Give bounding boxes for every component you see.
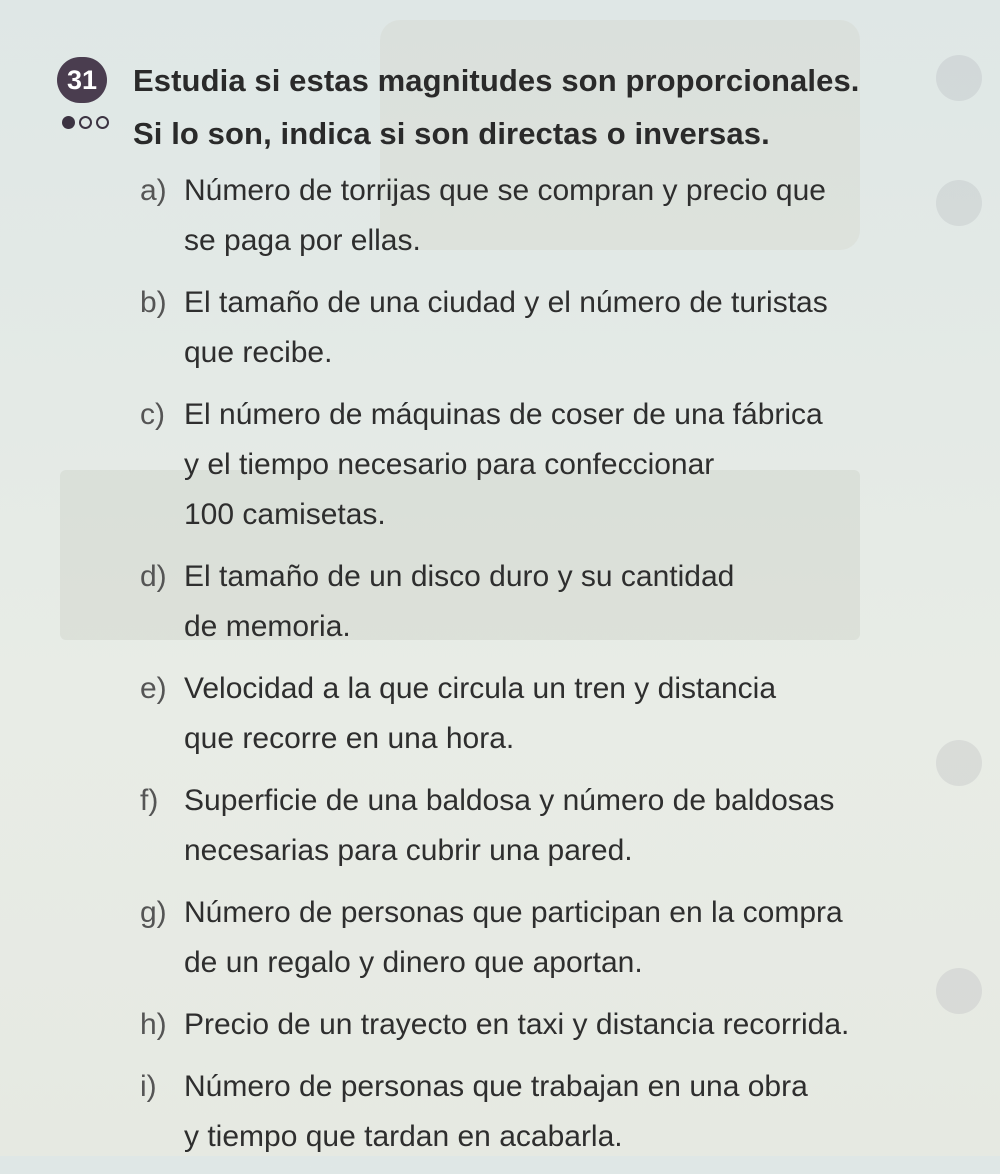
exercise-item (140, 166, 930, 266)
item-letter: d) (140, 560, 167, 593)
item-text-line: Precio de un trayecto en taxi y distancia recorrida. (184, 1008, 850, 1041)
item-text-line: El número de máquinas de coser de una fábrica (184, 398, 823, 431)
item-text-line: Número de personas que trabajan en una obra (184, 1070, 808, 1103)
item-text-line: Número de personas que participan en la compra (184, 896, 843, 929)
item-letter: f) (140, 784, 159, 817)
item-text-line: de memoria. (184, 610, 351, 643)
item-letter: i) (140, 1070, 157, 1103)
exercise-item (140, 888, 930, 988)
item-text-line: que recibe. (184, 336, 333, 369)
item-text (184, 278, 930, 378)
difficulty-dot-filled-icon (62, 116, 75, 129)
item-text-line: Número de torrijas que se compran y precio que (184, 174, 826, 207)
item-letter: h) (140, 1008, 167, 1041)
item-text (184, 776, 930, 876)
item-text (184, 166, 930, 266)
item-text (184, 1062, 930, 1162)
exercise-items-list (140, 166, 930, 1174)
exercise-item (140, 664, 930, 764)
difficulty-dot-empty-icon (96, 116, 109, 129)
item-text-line: 100 camisetas. (184, 498, 386, 531)
item-text-line: que recorre en una hora. (184, 722, 515, 755)
item-text-line: El tamaño de una ciudad y el número de turistas (184, 286, 828, 319)
exercise-statement (133, 54, 933, 160)
item-text-line: El tamaño de un disco duro y su cantidad (184, 560, 735, 593)
item-text-line: Velocidad a la que circula un tren y distancia (184, 672, 777, 705)
item-letter: c) (140, 398, 165, 431)
item-text-line: Superficie de una baldosa y número de baldosas (184, 784, 835, 817)
exercise-item (140, 552, 930, 652)
exercise-item (140, 1062, 930, 1162)
exercise-item (140, 278, 930, 378)
exercise-item (140, 1000, 930, 1050)
difficulty-dot-empty-icon (79, 116, 92, 129)
item-text-line: y el tiempo necesario para confeccionar (184, 448, 715, 481)
item-letter: g) (140, 896, 167, 929)
item-letter: a) (140, 174, 167, 207)
item-text (184, 664, 930, 764)
item-text (184, 1000, 930, 1050)
exercise-item (140, 390, 930, 540)
item-text (184, 552, 930, 652)
item-text-line: y tiempo que tardan en acabarla. (184, 1120, 623, 1153)
difficulty-indicator (62, 116, 109, 129)
exercise-number-badge: 31 (57, 57, 107, 103)
statement-line: Si lo son, indica si son directas o inversas. (133, 116, 770, 151)
exercise-item (140, 776, 930, 876)
item-letter: e) (140, 672, 167, 705)
item-text-line: de un regalo y dinero que aportan. (184, 946, 643, 979)
item-letter: b) (140, 286, 167, 319)
item-text-line: se paga por ellas. (184, 224, 421, 257)
item-text (184, 390, 930, 540)
item-text (184, 888, 930, 988)
statement-line: Estudia si estas magnitudes son proporcionales. (133, 63, 860, 98)
item-text-line: necesarias para cubrir una pared. (184, 834, 633, 867)
